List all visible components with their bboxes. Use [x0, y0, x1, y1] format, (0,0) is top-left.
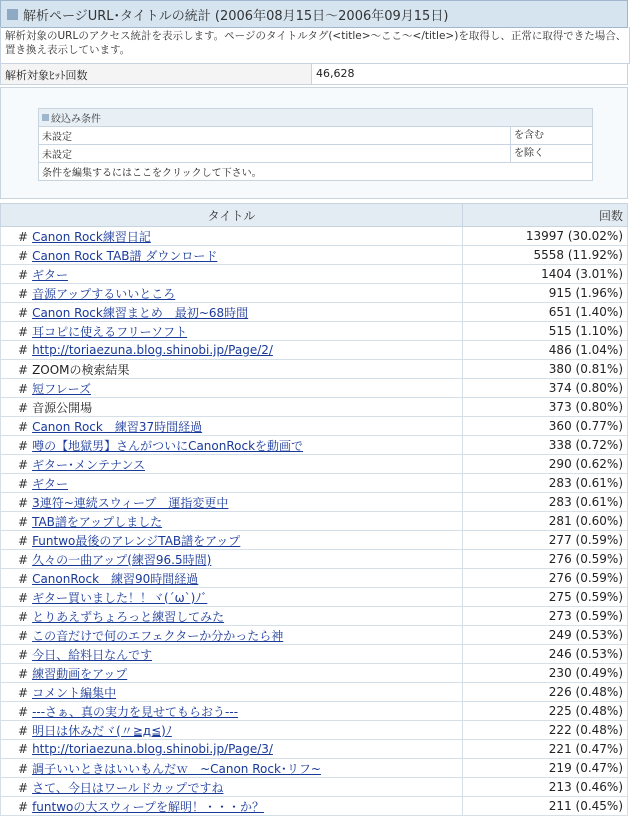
row-title-cell: [1, 265, 463, 284]
row-title-cell: [1, 550, 463, 569]
page-title-link[interactable]: とりあえずちょろっと練習してみた: [32, 609, 225, 624]
row-marker: #: [18, 514, 29, 529]
row-count-cell: 5558 (11.92%): [463, 246, 628, 265]
page-title-text: ZOOMの検索結果: [32, 362, 130, 377]
row-marker: #: [18, 742, 29, 756]
row-marker: #: [18, 381, 29, 396]
page-title-link[interactable]: 短フレーズ: [32, 381, 91, 396]
table-row: [1, 455, 628, 474]
row-marker: #: [18, 400, 29, 415]
page-title-link[interactable]: ギター買いました！！ヾ(´ω`)ﾉﾞ: [32, 590, 208, 605]
row-marker: #: [18, 286, 29, 301]
table-row: [1, 417, 628, 436]
row-count-cell: 277 (0.59%): [463, 531, 628, 550]
page-title-link[interactable]: Canon Rock 練習37時間経過: [32, 419, 203, 434]
row-title-cell: [1, 436, 463, 455]
row-marker: #: [18, 229, 29, 244]
row-count-cell: 1404 (3.01%): [463, 265, 628, 284]
row-title-cell: [1, 379, 463, 398]
page-title-link[interactable]: 噂の【地獄男】さんがついにCanonRockを動画で: [32, 438, 304, 453]
table-row: [1, 493, 628, 512]
page-title-link[interactable]: ギター･メンテナンス: [32, 457, 145, 472]
table-row: [1, 379, 628, 398]
row-title-cell: [1, 474, 463, 493]
page-title-link[interactable]: 明日は休みだヾ(〃≧д≦)ﾉ: [32, 723, 172, 738]
include-condition-value: 未設定: [42, 132, 72, 143]
row-count-cell: 249 (0.53%): [463, 626, 628, 645]
row-marker: #: [18, 324, 29, 339]
row-title-cell: [1, 455, 463, 474]
section-header: [0, 0, 628, 28]
row-count-cell: 246 (0.53%): [463, 645, 628, 664]
table-row: [1, 721, 628, 740]
row-count-cell: 213 (0.46%): [463, 778, 628, 797]
row-marker: #: [18, 552, 29, 567]
row-title-cell: [1, 531, 463, 550]
page-title-link[interactable]: 今日、給料日なんです: [32, 647, 153, 662]
row-count-cell: 211 (0.45%): [463, 797, 628, 816]
row-count-cell: 273 (0.59%): [463, 607, 628, 626]
row-marker: #: [18, 419, 29, 434]
page-title: 解析ページURL･タイトルの統計 (2006年08月15日～2006年09月15日): [23, 8, 449, 24]
table-row: [1, 664, 628, 683]
row-marker: #: [18, 476, 29, 491]
row-title-cell: [1, 417, 463, 436]
table-row: [1, 550, 628, 569]
row-title-cell: [1, 664, 463, 683]
row-title-cell: [1, 512, 463, 531]
row-title-cell: [1, 303, 463, 322]
table-header-row: [1, 204, 628, 227]
row-marker: #: [18, 780, 29, 795]
row-count-cell: 230 (0.49%): [463, 664, 628, 683]
row-count-cell: 13997 (30.02%): [463, 227, 628, 246]
table-row: [1, 265, 628, 284]
page-title-link[interactable]: ギター: [32, 476, 68, 491]
row-marker: #: [18, 362, 29, 377]
row-title-cell: [1, 284, 463, 303]
filter-title-row: [39, 109, 592, 127]
filter-title: 絞込み条件: [51, 114, 101, 125]
row-marker: #: [18, 799, 29, 814]
row-marker: #: [18, 533, 29, 548]
row-title-cell: [1, 588, 463, 607]
row-marker: #: [18, 761, 29, 776]
filter-conditions-table: [38, 108, 593, 181]
row-title-cell: [1, 626, 463, 645]
hit-count-label: 解析対象ﾋｯﾄ回数: [1, 64, 312, 84]
row-marker: #: [18, 248, 29, 263]
table-row: [1, 360, 628, 379]
exclude-condition-label: を除く: [510, 145, 592, 162]
header-square-icon: [7, 9, 18, 20]
page-title-link[interactable]: Canon Rock TAB譜 ダウンロード: [32, 248, 218, 263]
row-title-cell: [1, 246, 463, 265]
row-title-cell: [1, 360, 463, 379]
page-title-link[interactable]: この音だけで何のエフェクターか分かったら神: [32, 628, 284, 643]
row-count-cell: 281 (0.60%): [463, 512, 628, 531]
row-count-cell: 290 (0.62%): [463, 455, 628, 474]
title-stats-table: [0, 203, 628, 816]
row-marker: #: [18, 609, 29, 624]
row-count-cell: 373 (0.80%): [463, 398, 628, 417]
table-row: [1, 797, 628, 816]
row-title-cell: [1, 721, 463, 740]
hit-count-row: [0, 63, 628, 85]
table-row: [1, 607, 628, 626]
exclude-condition-value: 未設定: [42, 150, 72, 161]
page-title-link[interactable]: Canon Rock練習まとめ 最初~68時間: [32, 305, 249, 320]
row-title-cell: [1, 645, 463, 664]
table-row: [1, 702, 628, 721]
row-title-cell: [1, 759, 463, 778]
row-count-cell: 486 (1.04%): [463, 341, 628, 360]
table-row: [1, 341, 628, 360]
edit-filter-row[interactable]: [39, 163, 592, 180]
row-title-cell: [1, 341, 463, 360]
row-count-cell: 380 (0.81%): [463, 360, 628, 379]
table-row: [1, 246, 628, 265]
page-title-link[interactable]: http://toriaezuna.blog.shinobi.jp/Page/2/: [32, 343, 273, 357]
row-marker: #: [18, 723, 29, 738]
row-count-cell: 276 (0.59%): [463, 550, 628, 569]
row-title-cell: [1, 702, 463, 721]
table-row: [1, 398, 628, 417]
row-count-cell: 283 (0.61%): [463, 474, 628, 493]
description-text: 解析対象のURLのアクセス統計を表示します。ページのタイトルタグ(<title>～ここ～</title>)を取得し、正常に取得できた場合、置き換え表示しています。: [0, 27, 630, 64]
filter-square-icon: [42, 114, 49, 121]
row-count-cell: 276 (0.59%): [463, 569, 628, 588]
row-marker: #: [18, 647, 29, 662]
row-marker: #: [18, 267, 29, 282]
page-title-link[interactable]: 耳コピに使えるフリーソフト: [32, 324, 188, 339]
page-title-link[interactable]: TAB譜をアップしました: [32, 514, 163, 529]
row-marker: #: [18, 343, 29, 357]
page-title-link[interactable]: ---さぁ、真の実力を見せてもらおう---: [32, 704, 239, 719]
table-row: [1, 740, 628, 759]
page-title-link[interactable]: funtwoの大スウィープを解明！・・・か？: [32, 799, 265, 814]
page-title-link[interactable]: CanonRock 練習90時間経過: [32, 571, 199, 586]
column-header-title: タイトル: [1, 204, 463, 227]
table-row: [1, 322, 628, 341]
page-title-link[interactable]: コメント編集中: [32, 685, 117, 700]
row-count-cell: 338 (0.72%): [463, 436, 628, 455]
row-count-cell: 219 (0.47%): [463, 759, 628, 778]
row-marker: #: [18, 704, 29, 719]
include-condition-row: [39, 127, 592, 145]
table-row: [1, 531, 628, 550]
page-title-link[interactable]: 久々の一曲アップ(練習96.5時間): [32, 552, 212, 567]
table-row: [1, 626, 628, 645]
page-title-link[interactable]: ギター: [32, 267, 68, 282]
table-row: [1, 645, 628, 664]
page-title-link[interactable]: 音源アップするいいところ: [32, 286, 176, 301]
include-condition-label: を含む: [510, 127, 592, 144]
table-row: [1, 569, 628, 588]
filter-panel: [0, 87, 628, 199]
row-title-cell: [1, 778, 463, 797]
row-count-cell: 515 (1.10%): [463, 322, 628, 341]
table-row: [1, 588, 628, 607]
row-count-cell: 221 (0.47%): [463, 740, 628, 759]
row-title-cell: [1, 398, 463, 417]
row-count-cell: 374 (0.80%): [463, 379, 628, 398]
hit-count-value: 46,628: [316, 67, 355, 80]
table-row: [1, 436, 628, 455]
edit-filter-link[interactable]: 条件を編集するにはここをクリックして下さい。: [42, 168, 262, 179]
row-count-cell: 226 (0.48%): [463, 683, 628, 702]
row-count-cell: 360 (0.77%): [463, 417, 628, 436]
row-marker: #: [18, 571, 29, 586]
row-title-cell: [1, 227, 463, 246]
row-marker: #: [18, 457, 29, 472]
table-row: [1, 474, 628, 493]
table-row: [1, 303, 628, 322]
row-count-cell: 651 (1.40%): [463, 303, 628, 322]
row-title-cell: [1, 740, 463, 759]
row-marker: #: [18, 305, 29, 320]
page-title-link[interactable]: 3連符~連続スウィープ 運指変更中: [32, 495, 229, 510]
row-title-cell: [1, 322, 463, 341]
row-title-cell: [1, 569, 463, 588]
table-row: [1, 683, 628, 702]
row-marker: #: [18, 628, 29, 643]
page-title-link[interactable]: 練習動画をアップ: [32, 666, 128, 681]
row-marker: #: [18, 438, 29, 453]
page-title-link[interactable]: Funtwo最後のアレンジTAB譜をアップ: [32, 533, 241, 548]
table-row: [1, 759, 628, 778]
row-marker: #: [18, 590, 29, 605]
row-count-cell: 915 (1.96%): [463, 284, 628, 303]
row-title-cell: [1, 607, 463, 626]
period-label: (2006年08月15日～2006年09月15日): [214, 8, 449, 24]
page-title-link[interactable]: さて、今日はワールドカップですね: [32, 780, 224, 795]
table-row: [1, 778, 628, 797]
page-title-link[interactable]: Canon Rock練習日記: [32, 229, 151, 244]
row-title-cell: [1, 683, 463, 702]
page-title-link[interactable]: 調子いいときはいいもんだｗ ~Canon Rock･リフ~: [32, 761, 321, 776]
table-row: [1, 227, 628, 246]
row-marker: #: [18, 666, 29, 681]
table-row: [1, 512, 628, 531]
page-title-text: 音源公開場: [32, 400, 93, 415]
row-count-cell: 222 (0.48%): [463, 721, 628, 740]
row-marker: #: [18, 685, 29, 700]
page-title-link[interactable]: http://toriaezuna.blog.shinobi.jp/Page/3/: [32, 742, 273, 756]
exclude-condition-row: [39, 145, 592, 163]
row-marker: #: [18, 495, 29, 510]
row-count-cell: 283 (0.61%): [463, 493, 628, 512]
row-count-cell: 225 (0.48%): [463, 702, 628, 721]
row-title-cell: [1, 797, 463, 816]
row-title-cell: [1, 493, 463, 512]
row-count-cell: 275 (0.59%): [463, 588, 628, 607]
column-header-count: 回数: [463, 204, 628, 227]
table-row: [1, 284, 628, 303]
